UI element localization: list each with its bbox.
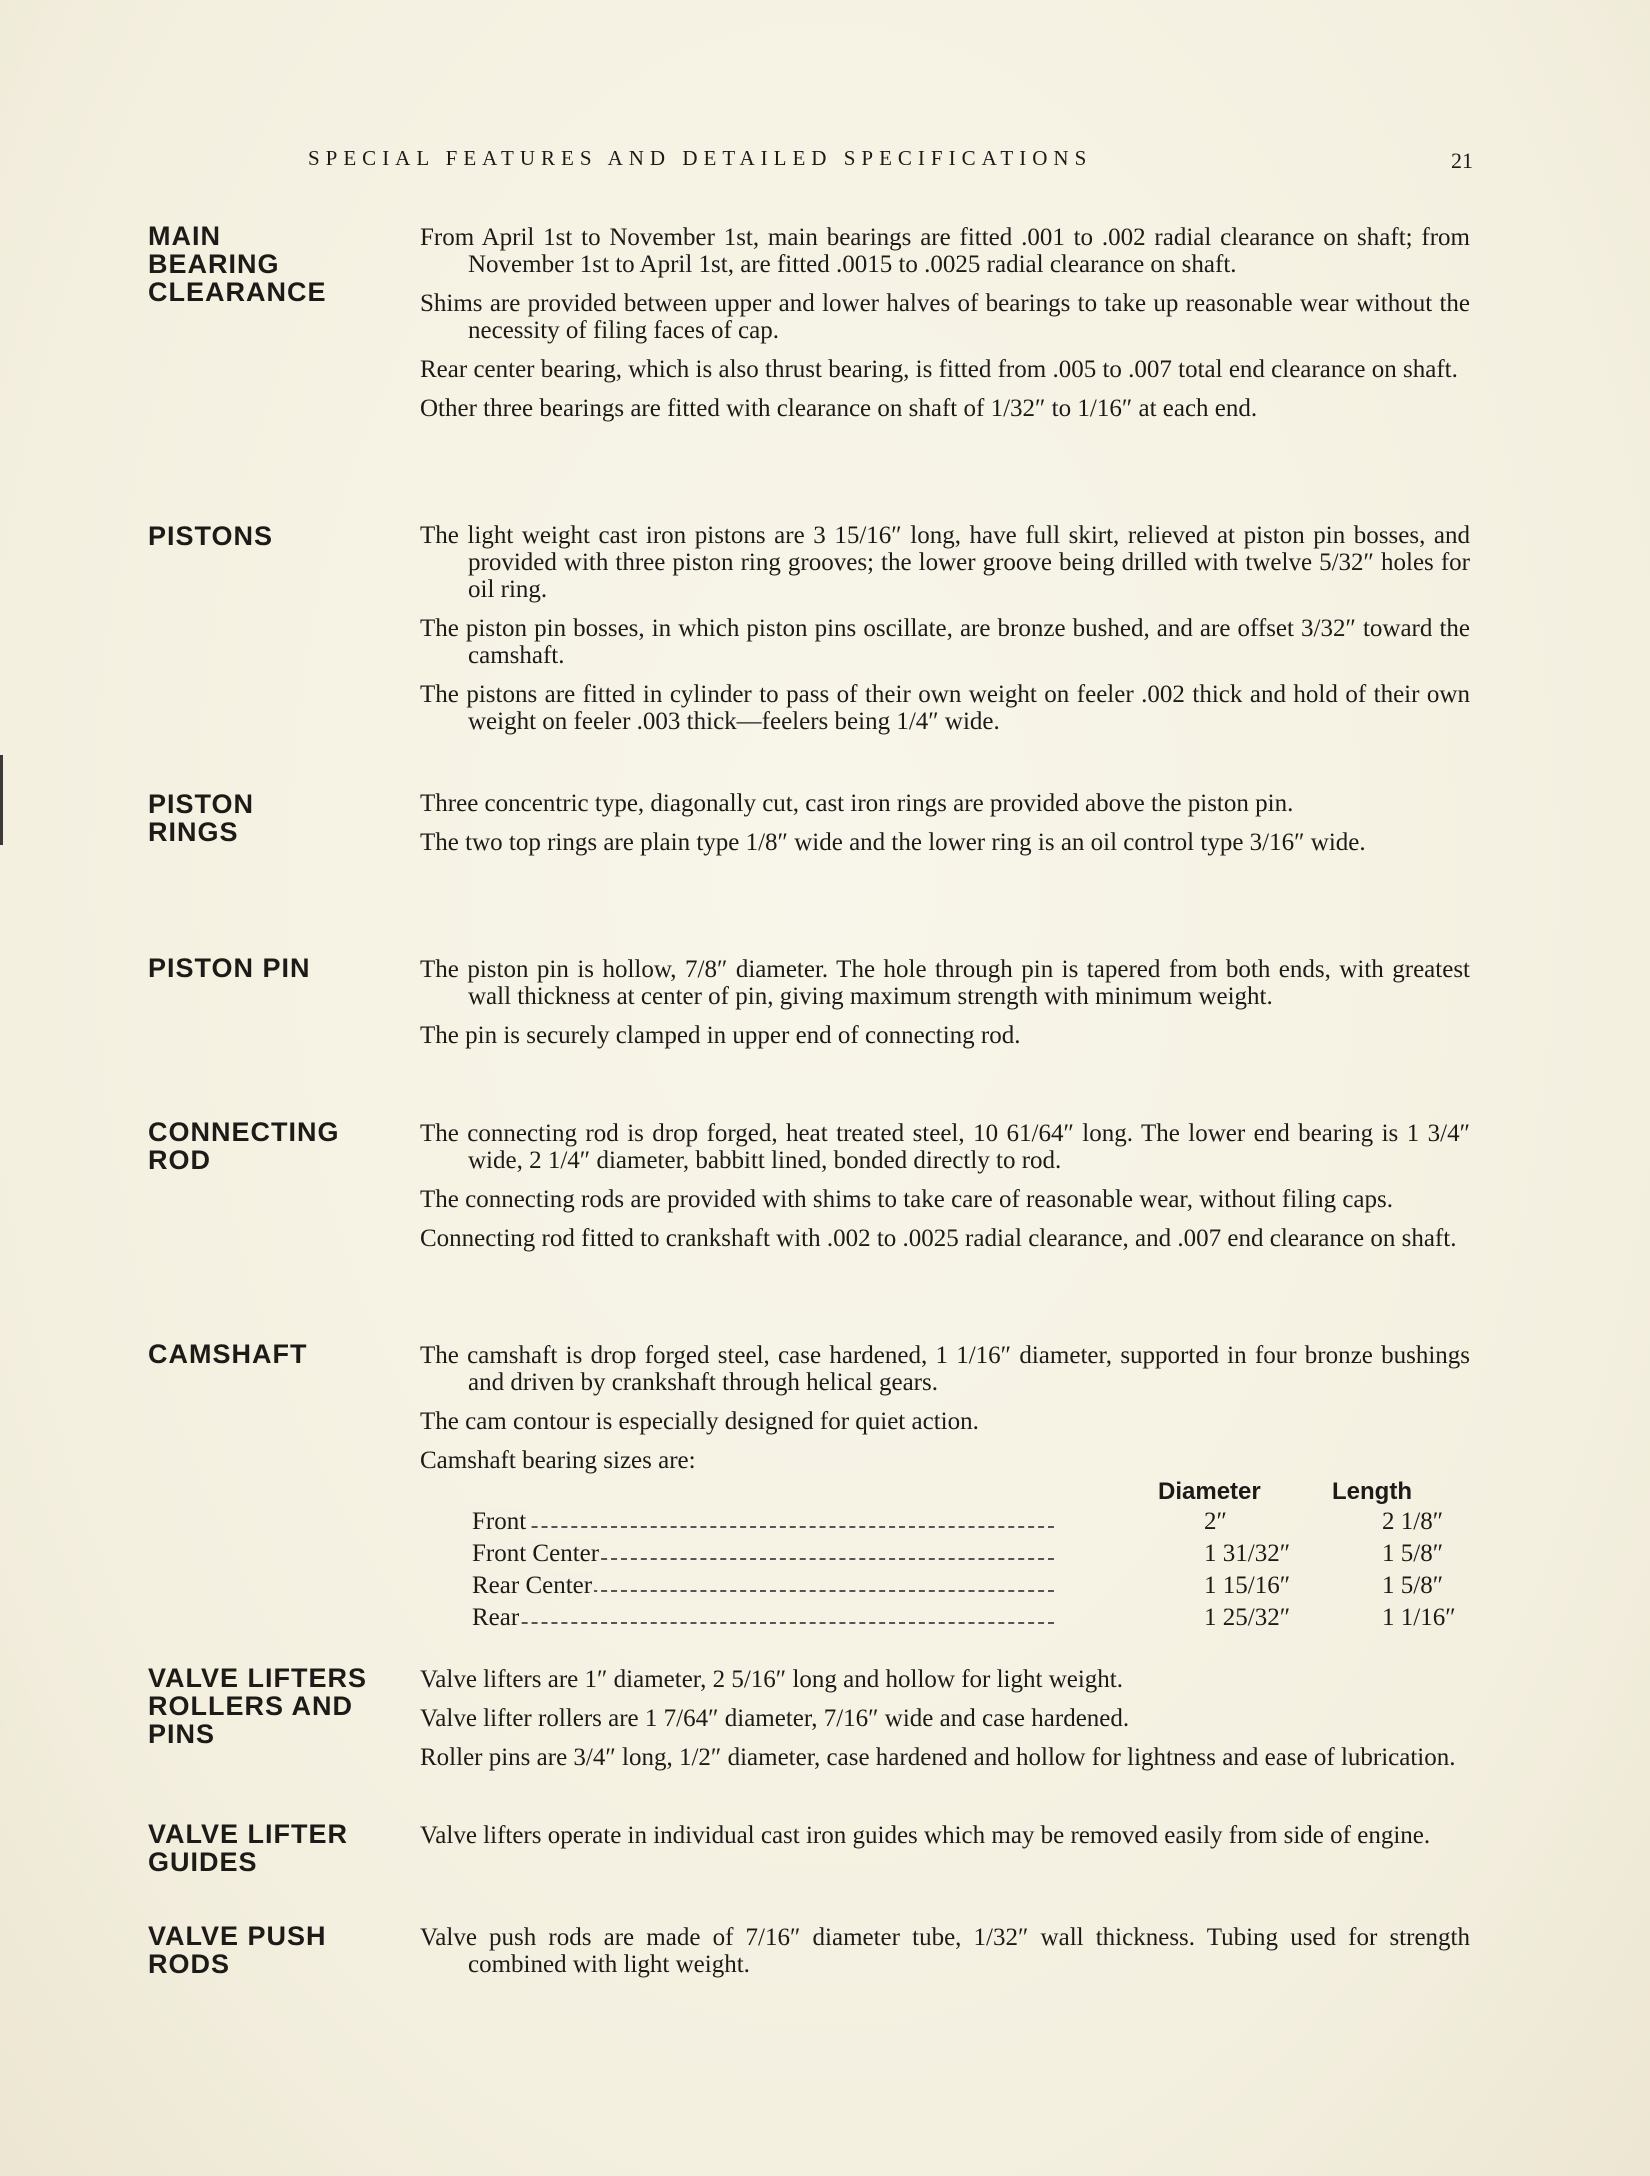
section-body [420,1924,1470,1990]
table-row [472,1604,1472,1634]
paragraph: Three concentric type, diagonally cut, cast iron rings are provided above the piston pin. [420,790,1294,817]
paragraph: Valve lifters are 1″ diameter, 2 5/16″ long and hollow for light weight. [420,1666,1123,1693]
section-heading: PISTONS [148,521,274,551]
bearing-name: Front [472,1508,527,1535]
paragraph: The connecting rods are provided with shims to take care of reasonable wear, without filing caps. [420,1186,1393,1213]
column-header-diameter: Diameter [1158,1478,1261,1505]
bearing-length: 1 1/16″ [1382,1604,1456,1631]
paragraph: From April 1st to November 1st, main bearings are fitted .001 to .002 radial clearance on shaft; from November 1st to April 1st, are fitted .0015 to .0025 radial clearance on shaft. [420,224,1470,278]
bearing-diameter: 1 25/32″ [1204,1604,1291,1631]
paragraph: The pin is securely clamped in upper end of connecting rod. [420,1022,1021,1049]
paragraph: Rear center bearing, which is also thrust bearing, is fitted from .005 to .007 total end clearance on shaft. [420,356,1458,383]
running-header: SPECIAL FEATURES AND DETAILED SPECIFICATIONS [308,146,1093,170]
paragraph: The pistons are fitted in cylinder to pass of their own weight on feeler .002 thick and hold of their own weight on feeler .003 thick—feelers being 1/4″ wide. [420,681,1470,735]
paragraph: The two top rings are plain type 1/8″ wide and the lower ring is an oil control type 3/16″ wide. [420,829,1366,856]
section-body [420,1120,1470,1264]
section-heading: VALVE LIFTERS ROLLERS AND PINS [148,1663,368,1749]
camshaft-bearing-table [420,1478,1470,1638]
page-number: 21 [1451,148,1473,173]
paragraph: The connecting rod is drop forged, heat treated steel, 10 61/64″ long. The lower end bearing is 1 3/4″ wide, 2 1/4″ diameter, babbitt lined, bonded directly to rod. [420,1120,1470,1174]
bearing-length: 1 5/8″ [1382,1572,1444,1599]
dot-leader [472,1622,1054,1624]
section-body [420,790,1470,868]
bearing-diameter: 1 15/16″ [1204,1572,1291,1599]
section-body [420,956,1470,1061]
dot-leader [472,1526,1054,1528]
bearing-length: 2 1/8″ [1382,1508,1444,1535]
paragraph: Connecting rod fitted to crankshaft with .002 to .0025 radial clearance, and .007 end clearance on shaft. [420,1225,1457,1252]
table-row [472,1540,1472,1570]
section-body [420,1822,1470,1861]
paragraph: The piston pin is hollow, 7/8″ diameter. The hole through pin is tapered from both ends, with greatest wall thickness at center of pin, giving maximum strength with minimum weight. [420,956,1470,1010]
page-edge-mark [0,755,3,845]
bearing-length: 1 5/8″ [1382,1540,1444,1567]
section-body [420,1342,1470,1638]
section-heading: VALVE LIFTER GUIDES [148,1819,348,1877]
table-row [472,1572,1472,1602]
paragraph: Shims are provided between upper and lower halves of bearings to take up reasonable wear without the necessity of filing faces of cap. [420,290,1470,344]
table-row [472,1508,1472,1538]
paragraph: Other three bearings are fitted with clearance on shaft of 1/32″ to 1/16″ at each end. [420,395,1258,422]
bearing-diameter: 2″ [1204,1508,1227,1535]
paragraph: Valve lifters operate in individual cast iron guides which may be removed easily from side of engine. [420,1822,1431,1849]
paragraph: The light weight cast iron pistons are 3 15/16″ long, have full skirt, relieved at piston pin bosses, and provided with three piston ring grooves; the lower groove being drilled with twelve 5/32″ holes for oil ring. [420,522,1470,603]
bearing-diameter: 1 31/32″ [1204,1540,1291,1567]
paragraph: Roller pins are 3/4″ long, 1/2″ diameter, case hardened and hollow for lightness and ease of lubrication. [420,1744,1456,1771]
paragraph: Valve lifter rollers are 1 7/64″ diameter, 7/16″ wide and case hardened. [420,1705,1130,1732]
bearing-name: Rear Center [472,1572,593,1599]
paragraph: The piston pin bosses, in which piston pins oscillate, are bronze bushed, and are offset 3/32″ toward the camshaft. [420,615,1470,669]
section-heading: VALVE PUSH RODS [148,1921,327,1979]
section-heading: MAIN BEARING CLEARANCE [148,221,327,307]
section-heading: PISTON PIN [148,953,311,983]
bearing-name: Front Center [472,1540,600,1567]
column-header-length: Length [1332,1478,1412,1505]
section-body [420,522,1470,747]
bearing-name: Rear [472,1604,520,1631]
section-body [420,1666,1470,1783]
section-heading: CONNECTING ROD [148,1117,340,1175]
section-heading: CAMSHAFT [148,1339,308,1369]
section-heading: PISTON RINGS [148,789,255,847]
paragraph: The cam contour is especially designed for quiet action. [420,1408,979,1435]
paragraph: The camshaft is drop forged steel, case hardened, 1 1/16″ diameter, supported in four bronze bushings and driven by crankshaft through helical gears. [420,1342,1470,1396]
section-body [420,224,1470,434]
paragraph: Camshaft bearing sizes are: [420,1447,696,1474]
paragraph: Valve push rods are made of 7/16″ diameter tube, 1/32″ wall thickness. Tubing used for strength combined with light weight. [420,1924,1470,1978]
